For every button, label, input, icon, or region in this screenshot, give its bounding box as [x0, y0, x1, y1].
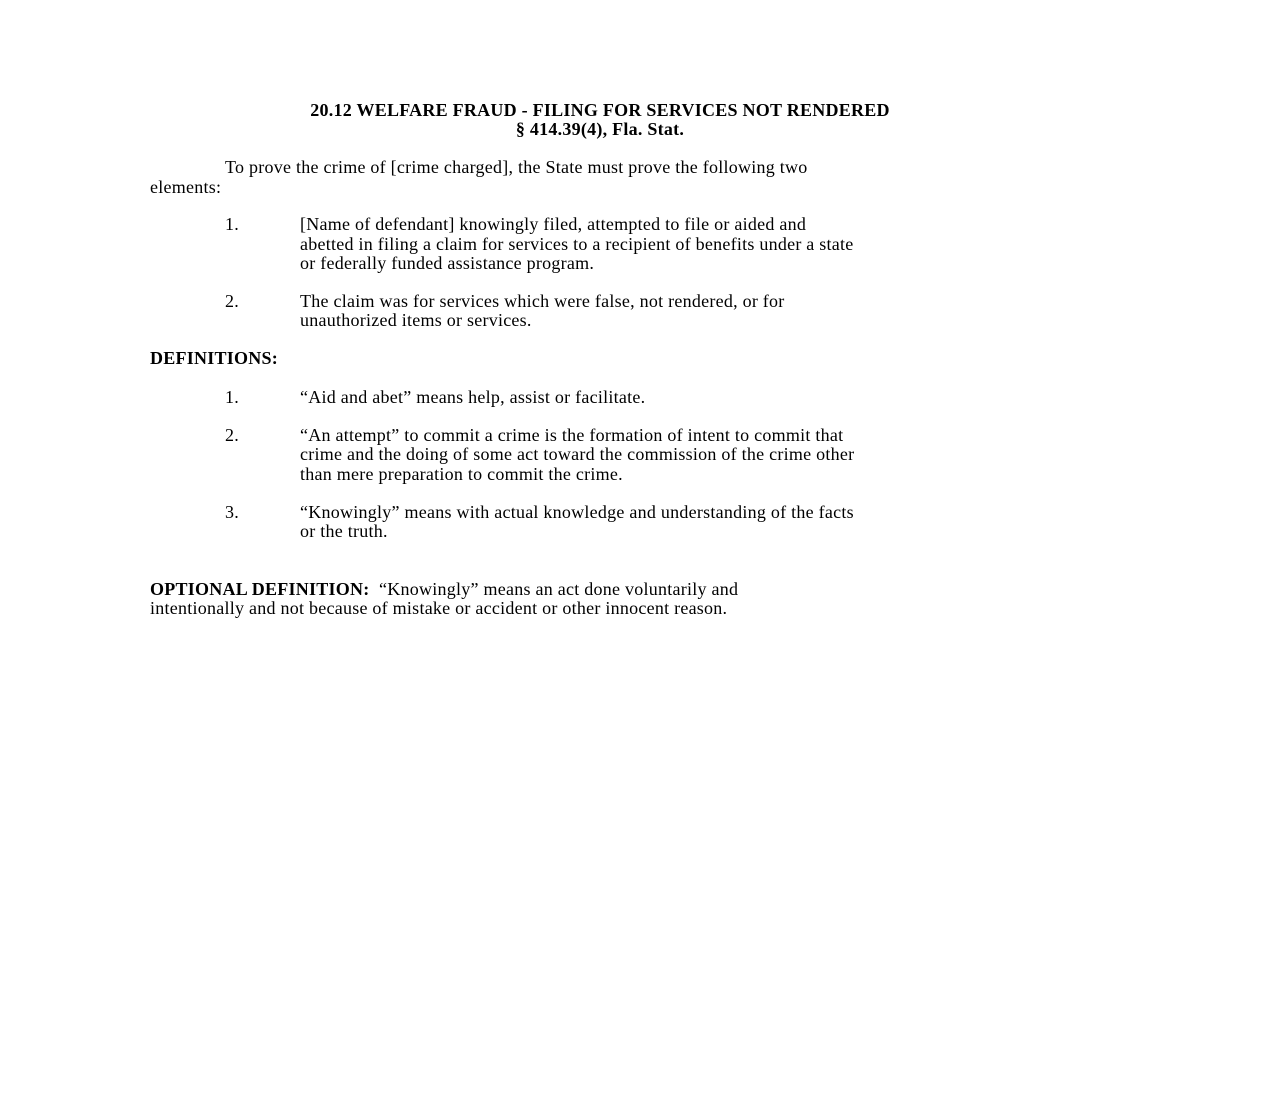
document-title: 20.12 WELFARE FRAUD - FILING FOR SERVICES NOT RENDERED	[310, 100, 890, 120]
definition-text: or the truth.	[300, 521, 388, 541]
definition-number: 3.	[225, 502, 239, 522]
optional-definition-label: OPTIONAL DEFINITION:	[150, 579, 370, 599]
statute-citation: § 414.39(4), Fla. Stat.	[515, 119, 685, 139]
element-text: abetted in filing a claim for services to a recipient of benefits under a state	[300, 234, 854, 254]
element-text: unauthorized items or services.	[300, 310, 532, 330]
definition-text: “An attempt” to commit a crime is the formation of intent to commit that	[300, 425, 844, 445]
optional-definition	[150, 579, 738, 599]
definition-text: “Knowingly” means with actual knowledge and understanding of the facts	[300, 502, 854, 522]
optional-definition-text: “Knowingly” means an act done voluntarily and	[379, 579, 739, 599]
definition-text: “Aid and abet” means help, assist or facilitate.	[300, 387, 646, 407]
definition-number: 2.	[225, 425, 239, 445]
definition-text: crime and the doing of some act toward the commission of the crime other	[300, 444, 855, 464]
element-number: 2.	[225, 291, 239, 311]
definition-text: than mere preparation to commit the crime.	[300, 464, 623, 484]
element-text: or federally funded assistance program.	[300, 253, 595, 273]
element-text: [Name of defendant] knowingly filed, attempted to file or aided and	[300, 214, 807, 234]
element-number: 1.	[225, 214, 239, 234]
element-text: The claim was for services which were false, not rendered, or for	[300, 291, 785, 311]
optional-definition-text: intentionally and not because of mistake or accident or other innocent reason.	[150, 598, 728, 618]
intro-text: elements:	[150, 177, 222, 197]
definition-number: 1.	[225, 387, 239, 407]
intro-text: To prove the crime of [crime charged], the State must prove the following two	[225, 157, 808, 177]
definitions-heading: DEFINITIONS:	[150, 348, 279, 368]
